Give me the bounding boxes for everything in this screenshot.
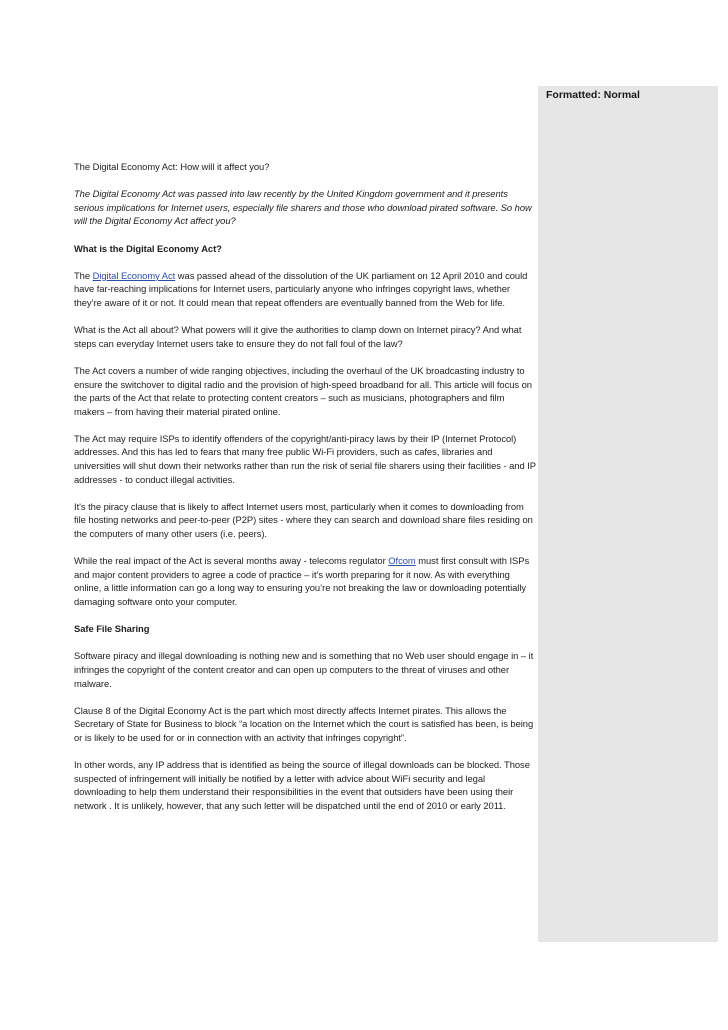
paragraph [74,554,536,608]
paragraph: In other words, any IP address that is identified as being the source of illegal downloads can be blocked. Those suspected of infringement will initially be notified by a letter with advice about WiFi security and legal downloading to help them understand their responsibilities in the event that outsiders have been using their network . It is unlikely, however, that any such letter will be dispatched until the end of 2010 or early 2011. [74,759,530,811]
paragraph-text: While the real impact of the Act is several months away - telecoms regulator [74,555,389,567]
ofcom-link[interactable]: Ofcom [388,555,416,567]
paragraph-text: was passed ahead of the dissolution of the UK parliament on 12 April 2010 and could have far-reaching implications for Internet users, particularly anyone who infringes copyright laws, whether they’re aware of it or not. It could mean that repeat offenders are eventually banned from the Web for life. [74,269,528,308]
paragraph: Software piracy and illegal downloading is nothing new and is something that no Web user should engage in – it infringes the copyright of the content creator and can open up computers to the threat of viruses and other malware. [74,650,534,689]
section-heading: What is the Digital Economy Act? [74,242,222,254]
paragraph-text: The [74,269,93,281]
paragraph-text: must first consult with ISPs and major content providers to agree a code of practice – it’s worth preparing for it now. As with everything online, a little information can go a long way to ensuring you’re not breaking the law or downloading potentially damaging software onto your computer. [74,555,530,607]
document-body [74,160,536,826]
document-title: The Digital Economy Act: How will it affect you? [74,161,270,172]
paragraph: The Act covers a number of wide ranging objectives, including the overhaul of the UK broadcasting industry to ensure the switchover to digital radio and the provision of high-speed broadband for all. This article will focus on the parts of the Act that relate to protecting content creators – such as musicians, photographers and film makers – from having their material pirated online. [74,364,532,417]
paragraph [74,269,536,310]
paragraph: Clause 8 of the Digital Economy Act is the part which most directly affects Internet pirates. This allows the Secretary of State for Business to block “a location on the Internet which the court is satisfied has been, is being or is likely to be used for or in connection with an activity that infringes copyright”. [74,704,534,743]
paragraph: What is the Act all about? What powers will it give the authorities to clamp down on Internet piracy? And what steps can everyday Internet users take to ensure they do not fall foul of the law? [74,324,522,349]
section-heading: Safe File Sharing [74,623,150,635]
paragraph: The Act may require ISPs to identify offenders of the copyright/anti-piracy laws by their IP (Internet Protocol) addresses. And this has led to fears that many free public Wi-Fi providers, such as cafes, libraries and universities will shut down their networks rather than run the risk of serial file sharers using their facilities - and IP addresses - to conduct illegal activities. [74,432,536,485]
comments-pane [538,86,718,942]
intro-paragraph: The Digital Economy Act was passed into law recently by the United Kingdom government and it presents serious implications for Internet users, especially file sharers and those who download pirated software. So how will the Digital Economy Act affect you? [74,188,532,227]
comment-label: Formatted: Normal [546,89,640,101]
digital-economy-act-link[interactable]: Digital Economy Act [92,269,176,281]
paragraph: It's the piracy clause that is likely to affect Internet users most, particularly when it comes to downloading from file hosting networks and peer-to-peer (P2P) sites - where they can search and download share files residing on the computers of many other users (i.e. peers). [74,500,533,540]
